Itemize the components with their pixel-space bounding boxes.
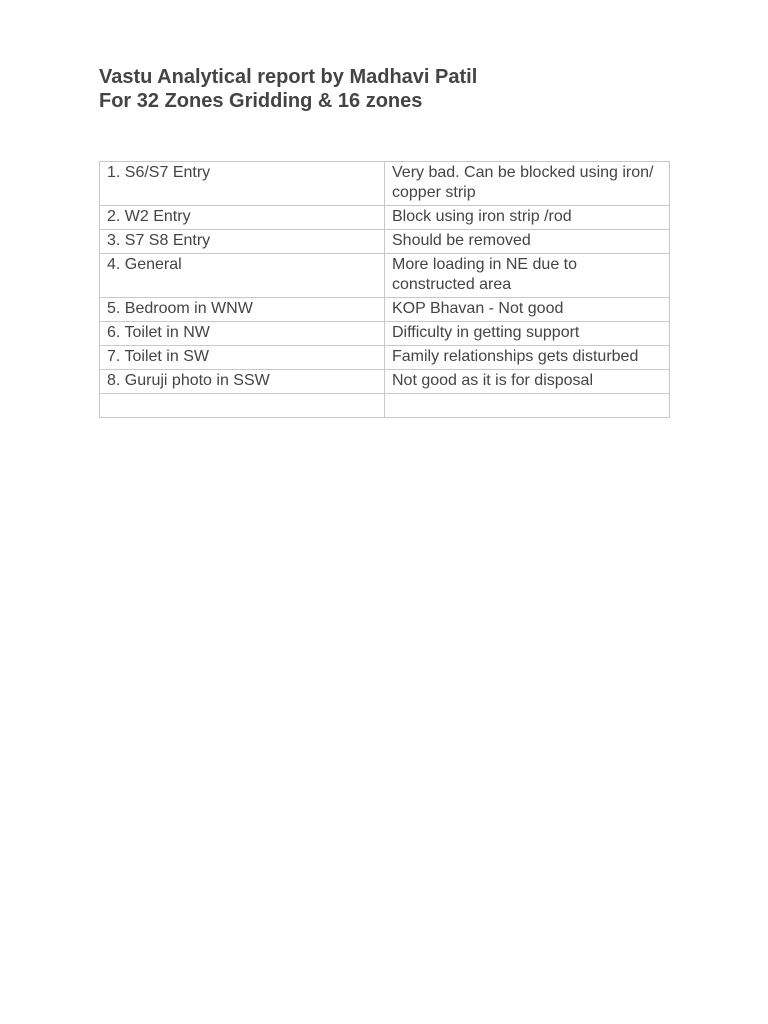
issue-cell (100, 394, 385, 418)
remark-cell: Block using iron strip /rod (385, 206, 670, 230)
issue-cell: 6. Toilet in NW (100, 322, 385, 346)
remark-cell: Difficulty in getting support (385, 322, 670, 346)
remark-cell: Not good as it is for disposal (385, 370, 670, 394)
table-row (100, 162, 670, 206)
title-line-2: For 32 Zones Gridding & 16 zones (99, 90, 423, 112)
issue-cell: 1. S6/S7 Entry (100, 162, 385, 206)
table-row (100, 322, 670, 346)
issue-cell: 3. S7 S8 Entry (100, 230, 385, 254)
issue-cell: 7. Toilet in SW (100, 346, 385, 370)
issue-cell: 5. Bedroom in WNW (100, 298, 385, 322)
table-row (100, 230, 670, 254)
table-row (100, 346, 670, 370)
table-row (100, 298, 670, 322)
remark-cell: Should be removed (385, 230, 670, 254)
table-row (100, 254, 670, 298)
vastu-report-table (99, 161, 670, 418)
issue-cell: 4. General (100, 254, 385, 298)
table-row-empty (100, 394, 670, 418)
remark-cell: KOP Bhavan - Not good (385, 298, 670, 322)
remark-cell: Family relationships gets disturbed (385, 346, 670, 370)
issue-cell: 8. Guruji photo in SSW (100, 370, 385, 394)
remark-cell (385, 394, 670, 418)
table-row (100, 370, 670, 394)
table-row (100, 206, 670, 230)
document-title (99, 65, 477, 113)
title-line-1: Vastu Analytical report by Madhavi Patil (99, 66, 478, 88)
remark-cell: Very bad. Can be blocked using iron/ copper strip (385, 162, 670, 206)
remark-cell: More loading in NE due to constructed area (385, 254, 670, 298)
issue-cell: 2. W2 Entry (100, 206, 385, 230)
